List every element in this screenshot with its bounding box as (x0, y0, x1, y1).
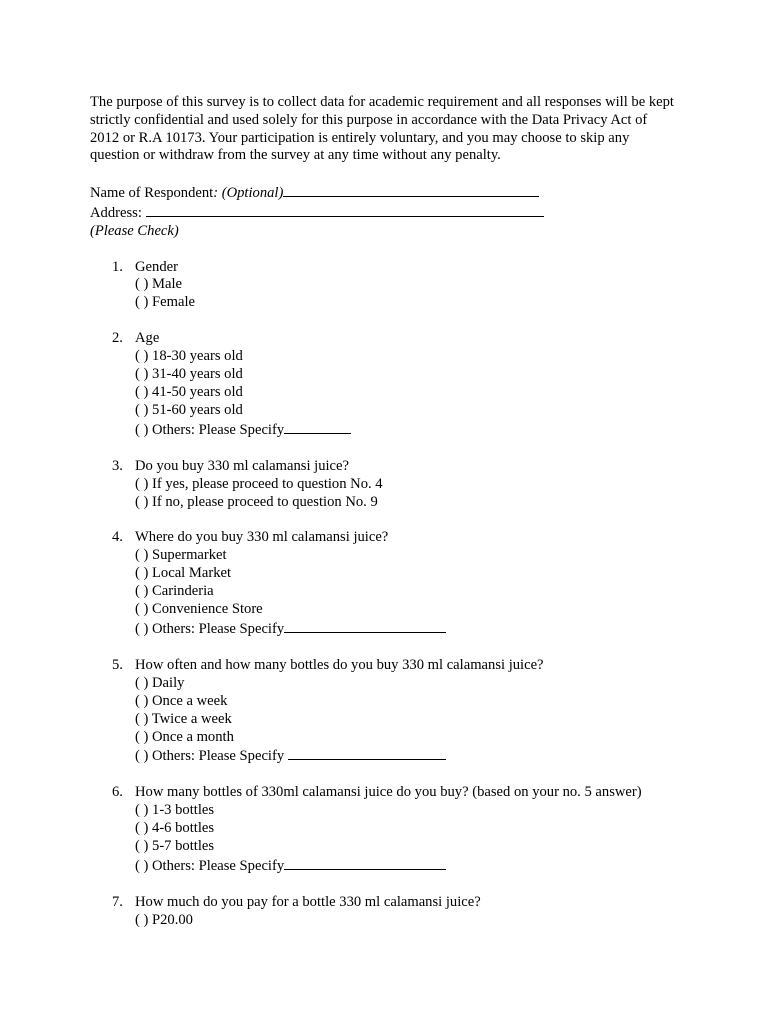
spacer (90, 766, 680, 784)
option-female[interactable]: ( ) Female (135, 294, 195, 311)
option-convenience-store[interactable]: ( ) Convenience Store (135, 601, 263, 618)
intro-paragraph: The purpose of this survey is to collect data for academic requirement and all responses will be kept strictly confidential and used solely for this purpose in accordance with the Data Privacy Act of 2012 or R.A 10173. Your participation is entirely voluntary, and you may choose to skip any question or withdraw from the survey at any time without any penalty. (90, 94, 674, 164)
respondent-name-row (90, 183, 680, 203)
option-others[interactable]: ( ) Others: Please Specify (135, 421, 285, 438)
option-1-3-bottles[interactable]: ( ) 1-3 bottles (135, 802, 215, 819)
question-7 (90, 894, 680, 930)
option-once-a-month[interactable]: ( ) Once a month (135, 728, 234, 745)
question-5 (90, 657, 680, 766)
question-4 (90, 529, 680, 638)
question-number: 1. (112, 258, 123, 275)
others-specify-blank[interactable] (284, 856, 446, 870)
option-supermarket[interactable]: ( ) Supermarket (135, 547, 227, 564)
option-male[interactable]: ( ) Male (135, 276, 183, 293)
spacer (90, 440, 680, 458)
question-number: 6. (112, 784, 123, 801)
question-number: 3. (112, 457, 123, 474)
question-text: How often and how many bottles do you buy 330 ml calamansi juice? (135, 656, 544, 673)
option-others[interactable]: ( ) Others: Please Specify (135, 748, 288, 765)
option-twice-a-week[interactable]: ( ) Twice a week (135, 710, 232, 727)
question-6 (90, 784, 680, 876)
question-2 (90, 330, 680, 439)
question-text: Age (135, 330, 160, 347)
option-others[interactable]: ( ) Others: Please Specify (135, 620, 285, 637)
option-no[interactable]: ( ) If no, please proceed to question No. 9 (135, 493, 378, 510)
survey-page (90, 94, 680, 930)
option-others-row (135, 746, 680, 766)
question-text: How much do you pay for a bottle 330 ml calamansi juice? (135, 893, 481, 910)
spacer (90, 241, 680, 259)
option-yes[interactable]: ( ) If yes, please proceed to question No. 4 (135, 475, 383, 492)
spacer (90, 165, 680, 183)
option-5-7-bottles[interactable]: ( ) 5-7 bottles (135, 838, 215, 855)
question-text: Where do you buy 330 ml calamansi juice? (135, 529, 389, 546)
option-4-6-bottles[interactable]: ( ) 4-6 bottles (135, 820, 215, 837)
spacer (90, 511, 680, 529)
option-daily[interactable]: ( ) Daily (135, 674, 185, 691)
question-number: 2. (112, 330, 123, 347)
respondent-name-blank[interactable] (283, 183, 539, 197)
question-number: 5. (112, 656, 123, 673)
others-specify-blank[interactable] (284, 420, 351, 434)
address-row (90, 203, 680, 223)
question-number: 4. (112, 529, 123, 546)
spacer (90, 312, 680, 330)
question-number: 7. (112, 893, 123, 910)
option-once-a-week[interactable]: ( ) Once a week (135, 692, 228, 709)
option-local-market[interactable]: ( ) Local Market (135, 565, 232, 582)
address-blank[interactable] (146, 203, 544, 217)
option-others[interactable]: ( ) Others: Please Specify (135, 857, 285, 874)
option-31-40[interactable]: ( ) 31-40 years old (135, 366, 243, 383)
please-check-note: (Please Check) (90, 222, 179, 239)
spacer (90, 639, 680, 657)
option-others-row (135, 619, 680, 639)
respondent-name-optional: : (Optional) (213, 185, 284, 202)
option-others-row (135, 856, 680, 876)
option-others-row (135, 420, 680, 440)
option-18-30[interactable]: ( ) 18-30 years old (135, 348, 243, 365)
address-label: Address: (90, 204, 146, 221)
question-text: Do you buy 330 ml calamansi juice? (135, 457, 349, 474)
option-carinderia[interactable]: ( ) Carinderia (135, 583, 214, 600)
option-41-50[interactable]: ( ) 41-50 years old (135, 384, 243, 401)
spacer (90, 876, 680, 894)
question-3 (90, 458, 680, 512)
option-51-60[interactable]: ( ) 51-60 years old (135, 401, 243, 418)
respondent-name-label: Name of Respondent (90, 185, 214, 202)
question-text: Gender (135, 258, 178, 275)
question-1 (90, 259, 680, 313)
others-specify-blank[interactable] (284, 619, 446, 633)
option-p20[interactable]: ( ) P20.00 (135, 911, 193, 928)
question-text: How many bottles of 330ml calamansi juice do you buy? (based on your no. 5 answer) (135, 784, 642, 801)
others-specify-blank[interactable] (288, 746, 446, 760)
